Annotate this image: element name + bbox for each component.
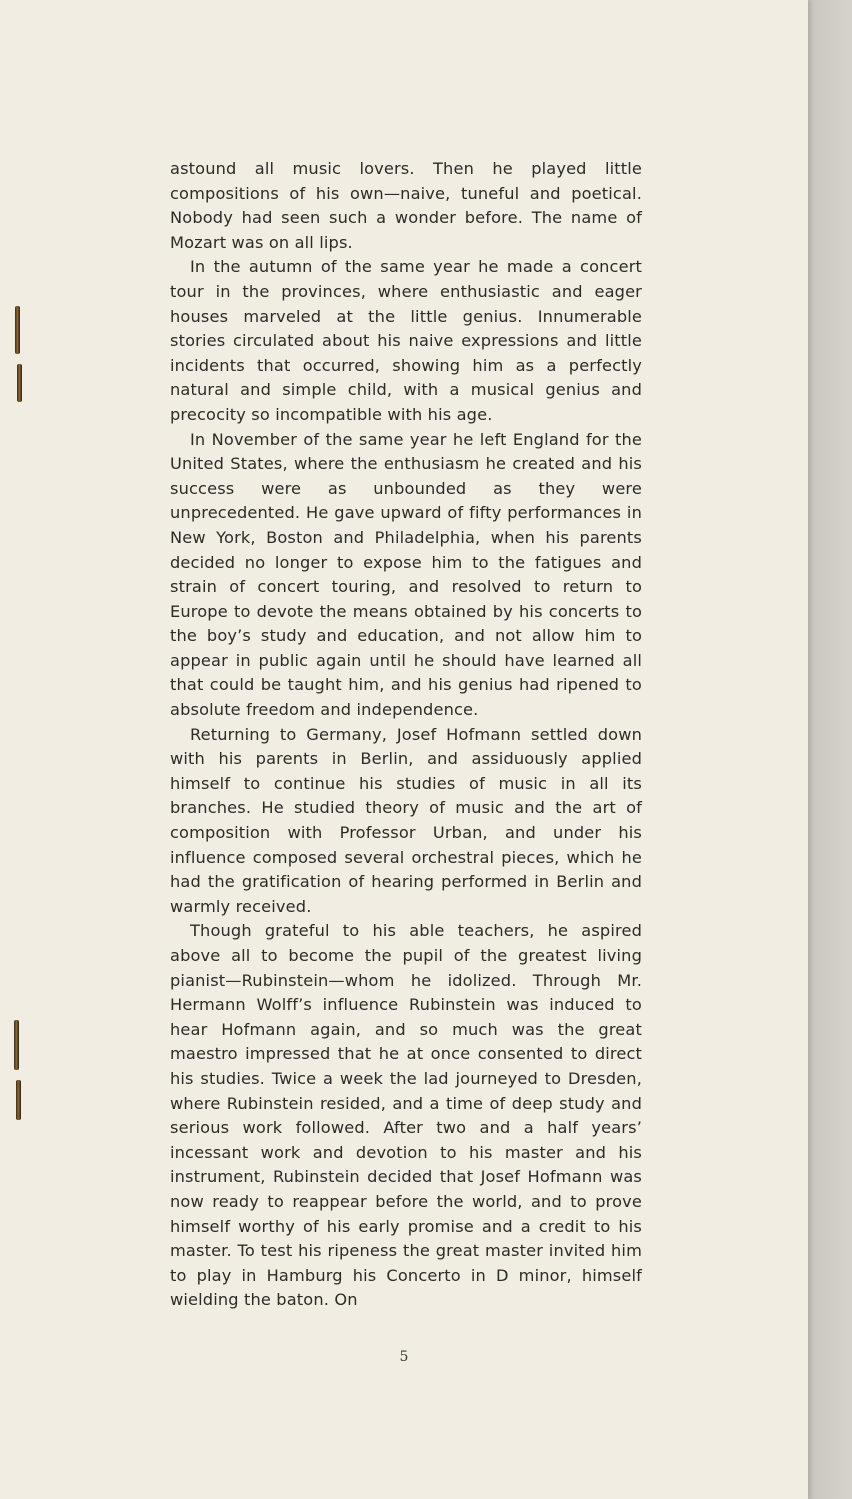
paragraph: Returning to Germany, Josef Hofmann settled down with his parents in Berlin, and assiduously applied himself to continue his studies of music in all its branches. He studied theory of music and the art of composition with Professor Urban, and under his influence composed several orchestral pieces, which he had the gratification of hearing performed in Berlin and warmly received.: [170, 724, 642, 916]
paragraph: In November of the same year he left England for the United States, where the enthusiasm he created and his success were as unbounded as they were unprecedented. He gave upward of fifty performances in New York, Boston and Philadelphia, when his parents decided no longer to expose him to the fatigues and strain of concert touring, and resolved to return to Europe to devote the means obtained by his concerts to the boy’s study and education, and not allow him to appear in public again until he should have learned all that could be taught him, and his genius had ripened to absolute freedom and independence.: [170, 429, 642, 720]
binding-staple-top-lower: [17, 364, 22, 402]
page-number: 5: [399, 1349, 409, 1365]
paragraph: Though grateful to his able teachers, he aspired above all to become the pupil of the greatest living pianist—Rubinstein—whom he idolized. Through Mr. Hermann Wolff’s influence Rubinstein was induced to hear Hofmann again, and so much was the great maestro impressed that he at once consented to direct his studies. Twice a week the lad journeyed to Dresden, where Rubinstein resided, and a time of deep study and serious work followed. After two and a half years’ incessant work and devotion to his master and his instrument, Rubinstein decided that Josef Hofmann was now ready to reappear before the world, and to prove himself worthy of his early promise and a credit to his master. To test his ripeness the great master invited him to play in Hamburg his Concerto in D minor, himself wielding the baton. On: [170, 921, 642, 1310]
binding-staple-top: [15, 306, 20, 354]
paragraph: astound all music lovers. Then he played little compositions of his own—naive, tuneful and poetical. Nobody had seen such a wonder before. The name of Mozart was on all lips.: [170, 159, 642, 252]
binding-staple-bottom: [14, 1020, 19, 1070]
body-text: [170, 157, 642, 1313]
binding-staple-bottom-lower: [16, 1080, 21, 1120]
paragraph: In the autumn of the same year he made a concert tour in the provinces, where enthusiastic and eager houses marveled at the little genius. Innumerable stories circulated about his naive expressions and little incidents that occurred, showing him as a perfectly natural and simple child, with a musical genius and precocity so incompatible with his age.: [170, 257, 642, 424]
page-edge-shadow: [808, 0, 852, 1499]
